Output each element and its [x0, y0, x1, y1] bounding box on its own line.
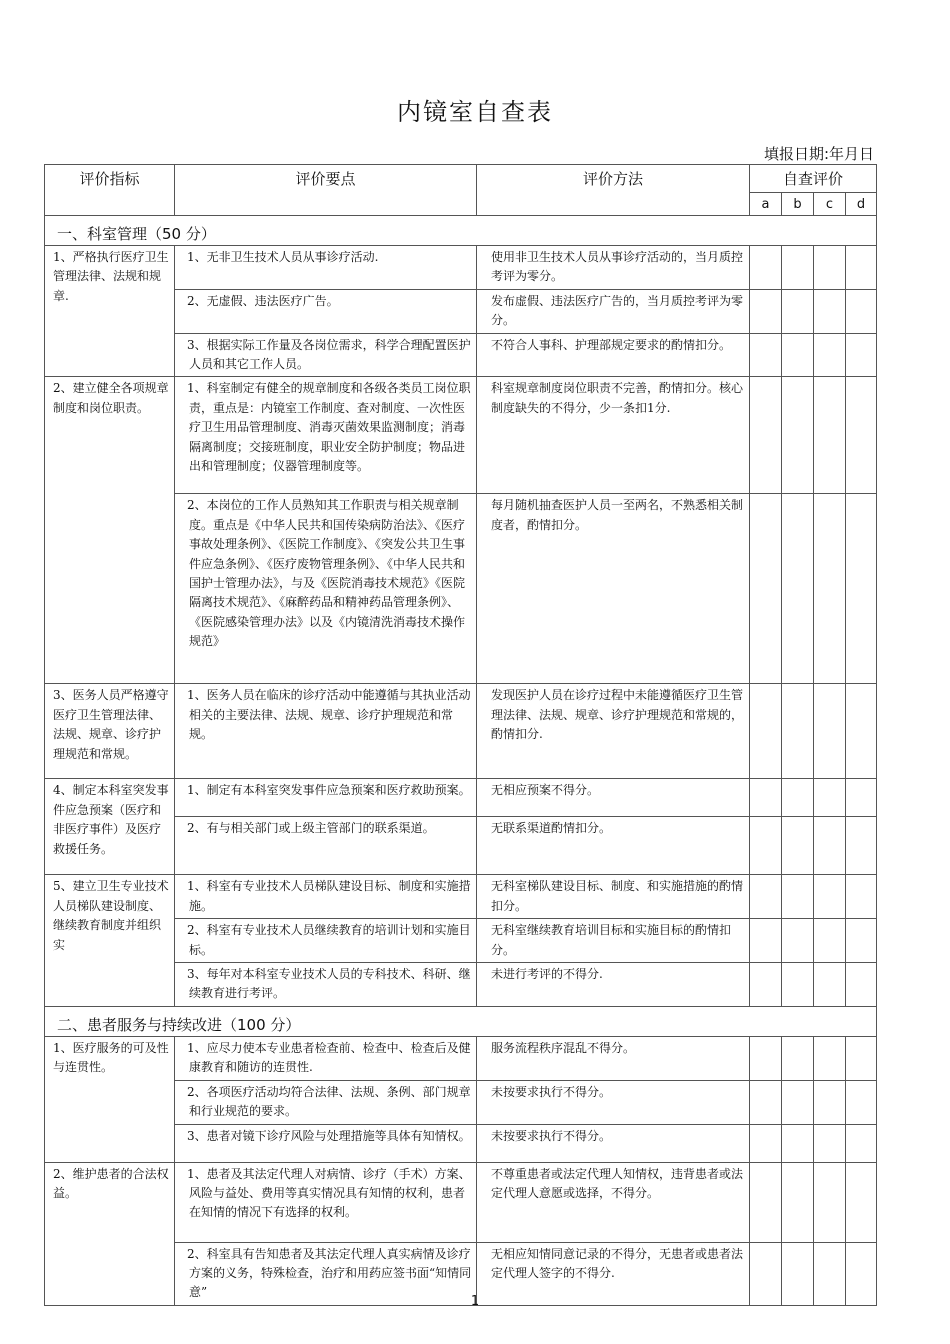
point-cell: 2、科室具有告知患者及其法定代理人真实病情及诊疗方案的义务，特殊检查，治疗和用药应签书面“知情同意” — [175, 1242, 477, 1305]
score-box-c[interactable] — [814, 1036, 846, 1080]
point-cell: 2、有与相关部门或上级主管部门的联系渠道。 — [175, 817, 477, 875]
score-box-c[interactable] — [814, 963, 846, 1007]
score-box-c[interactable] — [814, 289, 846, 333]
score-box-d[interactable] — [846, 1036, 877, 1080]
score-box-c[interactable] — [814, 919, 846, 963]
point-cell: 3、每年对本科室专业技术人员的专科技术、科研、继续教育进行考评。 — [175, 963, 477, 1007]
score-box-b[interactable] — [782, 1124, 814, 1162]
score-box-c[interactable] — [814, 1080, 846, 1124]
header-self-evaluation: 自查评价 — [750, 165, 877, 193]
score-box-a[interactable] — [750, 1080, 782, 1124]
score-box-c[interactable] — [814, 1124, 846, 1162]
score-box-d[interactable] — [846, 1080, 877, 1124]
method-cell: 发现医护人员在诊疗过程中未能遵循医疗卫生管理法律、法规、规章、诊疗护理规范和常规的，酌情扣分. — [477, 684, 750, 779]
point-cell: 1、制定有本科室突发事件应急预案和医疗救助预案。 — [175, 779, 477, 817]
score-box-d[interactable] — [846, 289, 877, 333]
score-box-c[interactable] — [814, 817, 846, 875]
score-box-c[interactable] — [814, 494, 846, 684]
score-box-a[interactable] — [750, 377, 782, 494]
score-box-a[interactable] — [750, 246, 782, 290]
point-cell: 1、应尽力使本专业患者检查前、检查中、检查后及健康教育和随访的连贯性. — [175, 1036, 477, 1080]
score-box-a[interactable] — [750, 684, 782, 779]
score-box-b[interactable] — [782, 333, 814, 377]
self-check-table — [44, 164, 877, 1306]
score-box-d[interactable] — [846, 963, 877, 1007]
score-box-a[interactable] — [750, 289, 782, 333]
point-cell: 1、科室有专业技术人员梯队建设目标、制度和实施措施。 — [175, 875, 477, 919]
method-cell: 无相应预案不得分。 — [477, 779, 750, 817]
indicator-cell: 3、医务人员严格遵守医疗卫生管理法律、法规、规章、诊疗护理规范和常规。 — [45, 684, 175, 779]
point-cell: 1、患者及其法定代理人对病情、诊疗（手术）方案、风险与益处、费用等真实情况具有知情的权利，患者在知情的情况下有选择的权利。 — [175, 1162, 477, 1242]
score-box-d[interactable] — [846, 779, 877, 817]
score-box-d[interactable] — [846, 333, 877, 377]
indicator-cell: 2、维护患者的合法权益。 — [45, 1162, 175, 1305]
score-box-d[interactable] — [846, 919, 877, 963]
method-cell: 每月随机抽查医护人员一至两名，不熟悉相关制度者，酌情扣分。 — [477, 494, 750, 684]
table-row — [45, 377, 877, 494]
header-c: c — [814, 193, 846, 216]
table-row — [45, 1036, 877, 1080]
score-box-b[interactable] — [782, 1080, 814, 1124]
score-box-a[interactable] — [750, 1036, 782, 1080]
score-box-b[interactable] — [782, 494, 814, 684]
score-box-c[interactable] — [814, 377, 846, 494]
section-title: 二、患者服务与持续改进（100 分） — [45, 1006, 877, 1036]
score-box-d[interactable] — [846, 1124, 877, 1162]
score-box-a[interactable] — [750, 779, 782, 817]
indicator-cell: 4、制定本科室突发事件应急预案（医疗和非医疗事件）及医疗救援任务。 — [45, 779, 175, 875]
score-box-d[interactable] — [846, 1162, 877, 1242]
point-cell: 2、科室有专业技术人员继续教育的培训计划和实施目标。 — [175, 919, 477, 963]
method-cell: 服务流程秩序混乱不得分。 — [477, 1036, 750, 1080]
point-cell: 1、医务人员在临床的诊疗活动中能遵循与其执业活动相关的主要法律、法规、规章、诊疗护理规范和常规。 — [175, 684, 477, 779]
section-title: 一、科室管理（50 分） — [45, 216, 877, 246]
table-row — [45, 246, 877, 290]
header-a: a — [750, 193, 782, 216]
point-cell: 1、无非卫生技术人员从事诊疗活动. — [175, 246, 477, 290]
score-box-a[interactable] — [750, 963, 782, 1007]
score-box-c[interactable] — [814, 684, 846, 779]
header-method: 评价方法 — [477, 165, 750, 216]
method-cell: 无科室继续教育培训目标和实施目标的酌情扣分。 — [477, 919, 750, 963]
score-box-a[interactable] — [750, 1124, 782, 1162]
score-box-d[interactable] — [846, 494, 877, 684]
score-box-c[interactable] — [814, 333, 846, 377]
point-cell: 2、各项医疗活动均符合法律、法规、条例、部门规章和行业规范的要求。 — [175, 1080, 477, 1124]
fill-date-label: 填报日期:年月日 — [763, 145, 874, 163]
score-box-a[interactable] — [750, 817, 782, 875]
score-box-d[interactable] — [846, 684, 877, 779]
score-box-b[interactable] — [782, 377, 814, 494]
score-box-c[interactable] — [814, 1162, 846, 1242]
indicator-cell: 1、医疗服务的可及性与连贯性。 — [45, 1036, 175, 1162]
point-cell: 2、无虚假、违法医疗广告。 — [175, 289, 477, 333]
point-cell: 2、本岗位的工作人员熟知其工作职责与相关规章制度。重点是《中华人民共和国传染病防治法》、《医疗事故处理条例》、《医院工作制度》、《突发公共卫生事件应急条例》、《医疗废物管理条例》、《中华人民共和国护士管理办法》，与及《医院消毒技术规范》《医院隔离技术规范》、《麻醉药品和精神药品管理条例》、《医院感染管理办法》以及《内镜清洗消毒技术操作规范》 — [175, 494, 477, 684]
score-box-b[interactable] — [782, 1162, 814, 1242]
point-cell: 1、科室制定有健全的规章制度和各级各类员工岗位职责，重点是：内镜室工作制度、查对制度、一次性医疗卫生用品管理制度、消毒灭菌效果监测制度；消毒隔离制度；交接班制度，职业安全防护制度；物品进出和管理制度；仪器管理制度等。 — [175, 377, 477, 494]
score-box-b[interactable] — [782, 779, 814, 817]
method-cell: 发布虚假、违法医疗广告的，当月质控考评为零分。 — [477, 289, 750, 333]
score-box-b[interactable] — [782, 289, 814, 333]
score-box-b[interactable] — [782, 817, 814, 875]
method-cell: 无科室梯队建设目标、制度、和实施措施的酌情扣分。 — [477, 875, 750, 919]
method-cell: 未按要求执行不得分。 — [477, 1124, 750, 1162]
page-number: 1 — [470, 1294, 480, 1309]
method-cell: 无相应知情同意记录的不得分，无患者或患者法定代理人签字的不得分. — [477, 1242, 750, 1305]
score-box-c[interactable] — [814, 875, 846, 919]
score-box-c[interactable] — [814, 246, 846, 290]
score-box-a[interactable] — [750, 333, 782, 377]
score-box-a[interactable] — [750, 919, 782, 963]
score-box-b[interactable] — [782, 875, 814, 919]
header-indicator: 评价指标 — [45, 165, 175, 216]
indicator-cell: 5、建立卫生专业技术人员梯队建设制度、继续教育制度并组织实 — [45, 875, 175, 1006]
indicator-cell: 1、严格执行医疗卫生管理法律、法规和规章. — [45, 246, 175, 377]
score-box-d[interactable] — [846, 875, 877, 919]
score-box-b[interactable] — [782, 963, 814, 1007]
score-box-d[interactable] — [846, 246, 877, 290]
method-cell: 不尊重患者或法定代理人知情权，违背患者或法定代理人意愿或选择，不得分。 — [477, 1162, 750, 1242]
method-cell: 未按要求执行不得分。 — [477, 1080, 750, 1124]
method-cell: 未进行考评的不得分. — [477, 963, 750, 1007]
header-points: 评价要点 — [175, 165, 477, 216]
indicator-cell: 2、建立健全各项规章制度和岗位职责。 — [45, 377, 175, 684]
section-row — [45, 1006, 877, 1036]
method-cell: 无联系渠道酌情扣分。 — [477, 817, 750, 875]
score-box-c[interactable] — [814, 779, 846, 817]
method-cell: 科室规章制度岗位职责不完善，酌情扣分。核心制度缺失的不得分，少一条扣1分. — [477, 377, 750, 494]
score-box-a[interactable] — [750, 875, 782, 919]
table-row — [45, 779, 877, 817]
score-box-d[interactable] — [846, 377, 877, 494]
table-row — [45, 1162, 877, 1242]
score-box-b[interactable] — [782, 246, 814, 290]
section-row — [45, 216, 877, 246]
page-title: 内镜室自查表 — [397, 98, 553, 126]
score-box-a[interactable] — [750, 494, 782, 684]
table-row — [45, 684, 877, 779]
score-box-a[interactable] — [750, 1162, 782, 1242]
score-box-b[interactable] — [782, 684, 814, 779]
point-cell: 3、根据实际工作量及各岗位需求，科学合理配置医护人员和其它工作人员。 — [175, 333, 477, 377]
table-row — [45, 875, 877, 919]
score-box-d[interactable] — [846, 817, 877, 875]
method-cell: 不符合人事科、护理部规定要求的酌情扣分。 — [477, 333, 750, 377]
score-box-b[interactable] — [782, 919, 814, 963]
point-cell: 3、患者对镜下诊疗风险与处理措施等具体有知情权。 — [175, 1124, 477, 1162]
score-box-b[interactable] — [782, 1036, 814, 1080]
header-d: d — [846, 193, 877, 216]
header-b: b — [782, 193, 814, 216]
method-cell: 使用非卫生技术人员从事诊疗活动的，当月质控考评为零分。 — [477, 246, 750, 290]
